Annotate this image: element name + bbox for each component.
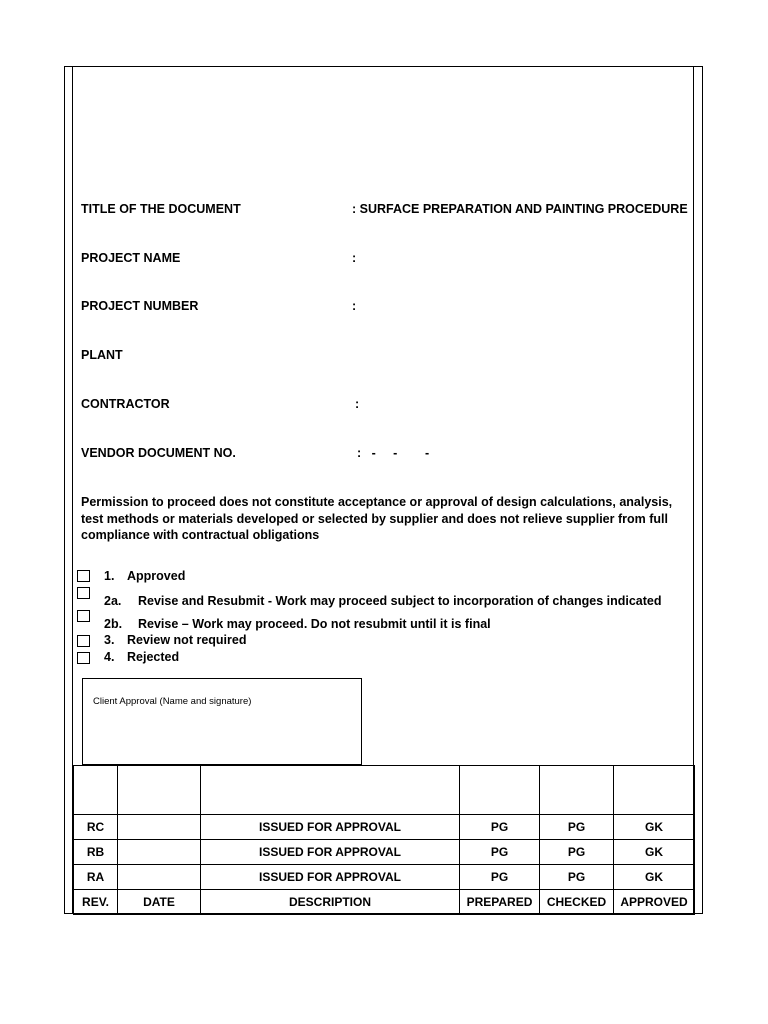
cell-blank xyxy=(614,766,695,815)
header-prepared: PREPARED xyxy=(460,890,540,915)
header-rev: REV. xyxy=(74,890,118,915)
field-contractor-value: : xyxy=(355,397,360,411)
cell-checked: PG xyxy=(540,815,614,840)
cell-rev: RA xyxy=(74,865,118,890)
table-row xyxy=(74,840,695,865)
cell-blank xyxy=(201,766,460,815)
header-approved: APPROVED xyxy=(614,890,695,915)
cell-date xyxy=(118,815,201,840)
field-contractor-label: CONTRACTOR xyxy=(81,397,170,411)
field-project-name-label: PROJECT NAME xyxy=(81,251,181,265)
field-title-value: : SURFACE PREPARATION AND PAINTING PROCEDURE xyxy=(352,202,688,216)
header-date: DATE xyxy=(118,890,201,915)
cell-description: ISSUED FOR APPROVAL xyxy=(201,865,460,890)
cell-approved: GK xyxy=(614,840,695,865)
option-rejected-num: 4. xyxy=(104,650,115,664)
disclaimer-text: Permission to proceed does not constitute acceptance or approval of design calculations, analysis, test methods or materials developed or selected by supplier and does not relieve supplier from full compliance with contractual obligations xyxy=(81,495,673,542)
option-revise-proceed-num: 2b. xyxy=(104,617,123,631)
option-review-not-required-checkbox[interactable] xyxy=(77,635,90,647)
cell-blank xyxy=(74,766,118,815)
option-revise-resubmit-text: Revise and Resubmit - Work may proceed subject to incorporation of changes indicated xyxy=(138,594,662,608)
option-rejected-text: Rejected xyxy=(127,650,180,664)
cell-date xyxy=(118,865,201,890)
cell-blank xyxy=(460,766,540,815)
table-header-row xyxy=(74,890,695,915)
option-review-not-required-text: Review not required xyxy=(127,633,247,647)
client-approval-box[interactable] xyxy=(82,678,362,765)
cell-rev: RB xyxy=(74,840,118,865)
option-approved-text: Approved xyxy=(127,569,186,583)
option-revise-proceed-checkbox[interactable] xyxy=(77,610,90,622)
cell-blank xyxy=(540,766,614,815)
cell-checked: PG xyxy=(540,840,614,865)
field-project-number-value: : xyxy=(352,299,357,313)
cell-description: ISSUED FOR APPROVAL xyxy=(201,840,460,865)
field-project-number-label: PROJECT NUMBER xyxy=(81,299,199,313)
option-approved-num: 1. xyxy=(104,569,115,583)
option-revise-resubmit-num: 2a. xyxy=(104,594,122,608)
table-row xyxy=(74,865,695,890)
option-review-not-required-num: 3. xyxy=(104,633,115,647)
field-vendor-doc-value: : - - - xyxy=(357,446,430,460)
cell-checked: PG xyxy=(540,865,614,890)
cell-approved: GK xyxy=(614,815,695,840)
cell-date xyxy=(118,840,201,865)
table-row-blank xyxy=(74,766,695,815)
cell-prepared: PG xyxy=(460,840,540,865)
option-approved-checkbox[interactable] xyxy=(77,570,90,582)
field-vendor-doc-label: VENDOR DOCUMENT NO. xyxy=(81,446,236,460)
cell-approved: GK xyxy=(614,865,695,890)
option-revise-resubmit-checkbox[interactable] xyxy=(77,587,90,599)
cell-prepared: PG xyxy=(460,865,540,890)
revision-table xyxy=(73,765,695,915)
cell-prepared: PG xyxy=(460,815,540,840)
field-project-name-value: : xyxy=(352,251,357,265)
client-approval-label: Client Approval (Name and signature) xyxy=(93,696,252,707)
option-rejected-checkbox[interactable] xyxy=(77,652,90,664)
header-description: DESCRIPTION xyxy=(201,890,460,915)
cell-blank xyxy=(118,766,201,815)
table-row xyxy=(74,815,695,840)
header-checked: CHECKED xyxy=(540,890,614,915)
field-plant-label: PLANT xyxy=(81,348,123,362)
option-revise-proceed-text: Revise – Work may proceed. Do not resubmit until it is final xyxy=(138,617,491,631)
field-title-label: TITLE OF THE DOCUMENT xyxy=(81,202,241,216)
cell-rev: RC xyxy=(74,815,118,840)
cell-description: ISSUED FOR APPROVAL xyxy=(201,815,460,840)
